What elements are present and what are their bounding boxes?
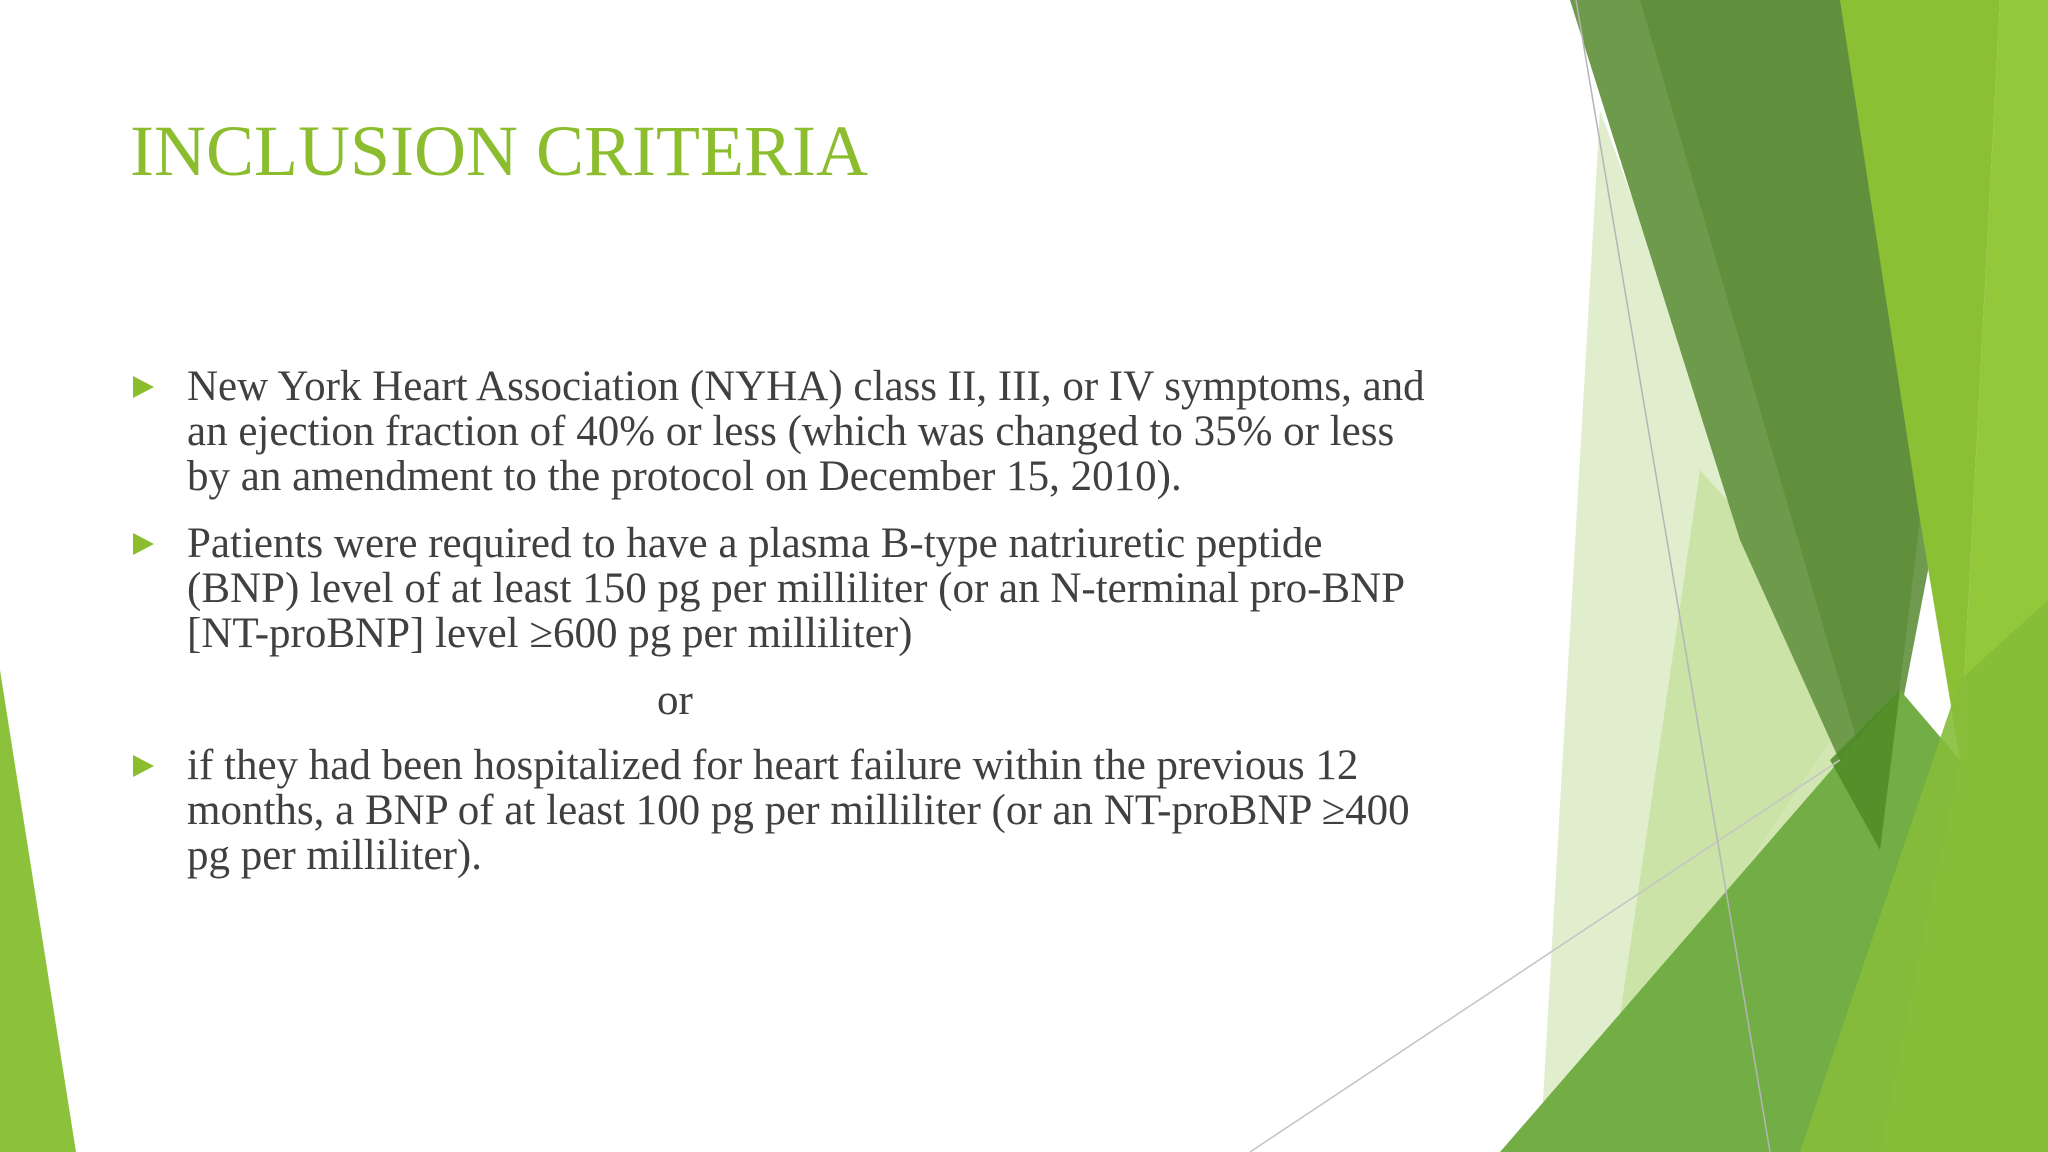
triangle-right-icon	[130, 364, 187, 409]
bullet-item	[130, 364, 1570, 499]
bullet-item	[130, 521, 1570, 656]
slide-title: INCLUSION CRITERIA	[130, 111, 868, 191]
bullet-list	[130, 364, 1570, 900]
bullet-item	[130, 743, 1570, 878]
triangle-right-icon	[130, 521, 187, 566]
left-accent-shape	[0, 670, 76, 1152]
bullet-text: New York Heart Association (NYHA) class II, III, or IV symptoms, and an ejection fraction of 40% or less (which was changed to 35% or less by an amendment to the protocol on December 15, 2010).	[187, 363, 1425, 500]
connector-text: or	[657, 677, 693, 724]
bullet-text: Patients were required to have a plasma B-type natriuretic peptide (BNP) level of at least 150 pg per milliliter (or an N-terminal pro-BNP [NT-proBNP] level ≥600 pg per milliliter)	[187, 520, 1406, 657]
triangle-right-icon	[130, 743, 187, 788]
bullet-text: if they had been hospitalized for heart failure within the previous 12 months, a BNP of at least 100 pg per milliliter (or an NT-proBNP ≥400 pg per milliliter).	[187, 742, 1410, 879]
